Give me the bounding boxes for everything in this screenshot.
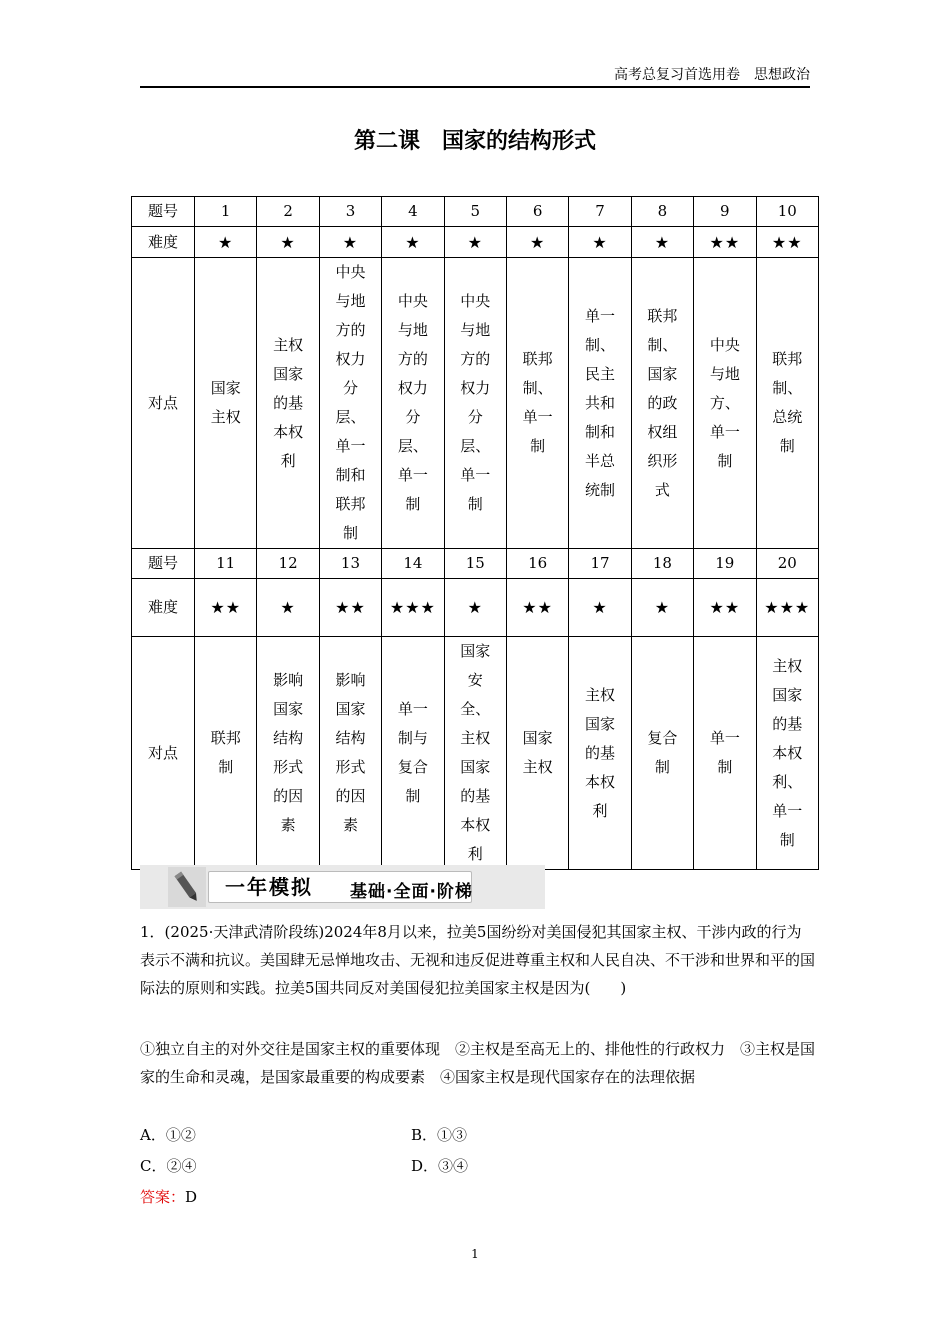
banner-label: 一年模拟 [225, 875, 313, 899]
table-cell: 单一制、民主共和制和半总统制 [569, 258, 631, 549]
question-statements: ①独立自主的对外交往是国家主权的重要体现 ②主权是至高无上的、排他性的行政权力 ③主权是国家的生命和灵魂，是国家最重要的构成要素 ④国家主权是现代国家存在的法理依据 [140, 1040, 816, 1086]
row-label: 难度 [132, 227, 195, 258]
running-header: 高考总复习首选用卷 思想政治 [140, 64, 810, 88]
table-cell: 8 [631, 197, 693, 227]
table-cell: ★ [631, 579, 693, 637]
table-cell: ★★★ [382, 579, 444, 637]
table-cell: ★ [319, 227, 381, 258]
table-cell: 主权国家的基本权利、单一制 [756, 637, 818, 870]
table-cell: 17 [569, 549, 631, 579]
difficulty-row [132, 579, 819, 637]
option-c: C．②④ [140, 1157, 197, 1175]
table-cell: ★ [569, 227, 631, 258]
table-cell: ★★ [694, 579, 756, 637]
table-cell: 4 [382, 197, 444, 227]
table-cell: ★★ [195, 579, 257, 637]
number-row [132, 197, 819, 227]
table-cell: 联邦制 [195, 637, 257, 870]
table-cell: 13 [319, 549, 381, 579]
table-cell: 影响国家结构形式的因素 [257, 637, 319, 870]
table-cell: 单一制与复合制 [382, 637, 444, 870]
table-cell: ★ [444, 227, 506, 258]
banner-subtitle: 基础·全面·阶梯 [350, 882, 473, 902]
point-row [132, 637, 819, 870]
row-label: 对点 [132, 637, 195, 870]
option-a: A．①② [140, 1126, 196, 1144]
table-cell: ★ [382, 227, 444, 258]
table-cell: 联邦制、总统制 [756, 258, 818, 549]
table-cell: 12 [257, 549, 319, 579]
table-cell: ★ [257, 579, 319, 637]
table-cell: 1 [195, 197, 257, 227]
option-d: D．③④ [411, 1157, 469, 1175]
number-row [132, 549, 819, 579]
table-cell: 10 [756, 197, 818, 227]
table-cell: 2 [257, 197, 319, 227]
table-cell: 14 [382, 549, 444, 579]
table-cell: ★ [444, 579, 506, 637]
table-cell: 20 [756, 549, 818, 579]
row-label: 难度 [132, 579, 195, 637]
table-cell: 国家主权 [506, 637, 568, 870]
table-cell: ★★ [694, 227, 756, 258]
table-cell: 中央与地方的权力分层、单一制和联邦制 [319, 258, 381, 549]
row-label: 题号 [132, 197, 195, 227]
table-cell: 主权国家的基本权利 [257, 258, 319, 549]
answer-value: D [185, 1188, 198, 1206]
section-banner [140, 865, 545, 909]
table-cell: 9 [694, 197, 756, 227]
table-cell: 11 [195, 549, 257, 579]
table-cell: ★ [257, 227, 319, 258]
table-cell: ★★ [756, 227, 818, 258]
table-cell: ★ [631, 227, 693, 258]
page-title: 第二课 国家的结构形式 [353, 129, 596, 154]
table-cell: 16 [506, 549, 568, 579]
table-cell: 国家安全、主权国家的基本权利 [444, 637, 506, 870]
page-number: 1 [471, 1247, 479, 1261]
table-cell: 3 [319, 197, 381, 227]
table-cell: ★ [569, 579, 631, 637]
table-cell: 中央与地方的权力分层、单一制 [382, 258, 444, 549]
difficulty-row [132, 227, 819, 258]
row-label: 对点 [132, 258, 195, 549]
table-cell: ★★ [319, 579, 381, 637]
table-cell: 中央与地方、单一制 [694, 258, 756, 549]
table-cell: ★★★ [756, 579, 818, 637]
table-cell: 主权国家的基本权利 [569, 637, 631, 870]
point-row [132, 258, 819, 549]
answer-label: 答案： [140, 1188, 186, 1206]
option-b: B．①③ [411, 1126, 468, 1144]
table-cell: 单一制 [694, 637, 756, 870]
table-cell: 5 [444, 197, 506, 227]
answer-line [140, 1183, 197, 1211]
table-cell: 7 [569, 197, 631, 227]
table-cell: ★ [195, 227, 257, 258]
table-cell: 影响国家结构形式的因素 [319, 637, 381, 870]
table-cell: 联邦制、国家的政权组织形式 [631, 258, 693, 549]
table-cell: 15 [444, 549, 506, 579]
pencil-icon [168, 867, 206, 907]
table-cell: 国家主权 [195, 258, 257, 549]
table-cell: 中央与地方的权力分层、单一制 [444, 258, 506, 549]
row-label: 题号 [132, 549, 195, 579]
table-cell: 6 [506, 197, 568, 227]
table-cell: 18 [631, 549, 693, 579]
table-cell: 19 [694, 549, 756, 579]
table-cell: ★ [506, 227, 568, 258]
question-stem: 1．(2025·天津武清阶段练)2024年8月以来，拉美5国纷纷对美国侵犯其国家主权、干涉内政的行为表示不满和抗议。美国肆无忌惮地攻击、无视和违反促进尊重主权和人民自决、不干涉和世界和平的国际法的原则和实践。拉美5国共同反对美国侵犯拉美国家主权是因为( ) [140, 923, 816, 997]
table-cell: 复合制 [631, 637, 693, 870]
difficulty-table [131, 196, 819, 870]
table-cell: 联邦制、单一制 [506, 258, 568, 549]
table-cell: ★★ [506, 579, 568, 637]
